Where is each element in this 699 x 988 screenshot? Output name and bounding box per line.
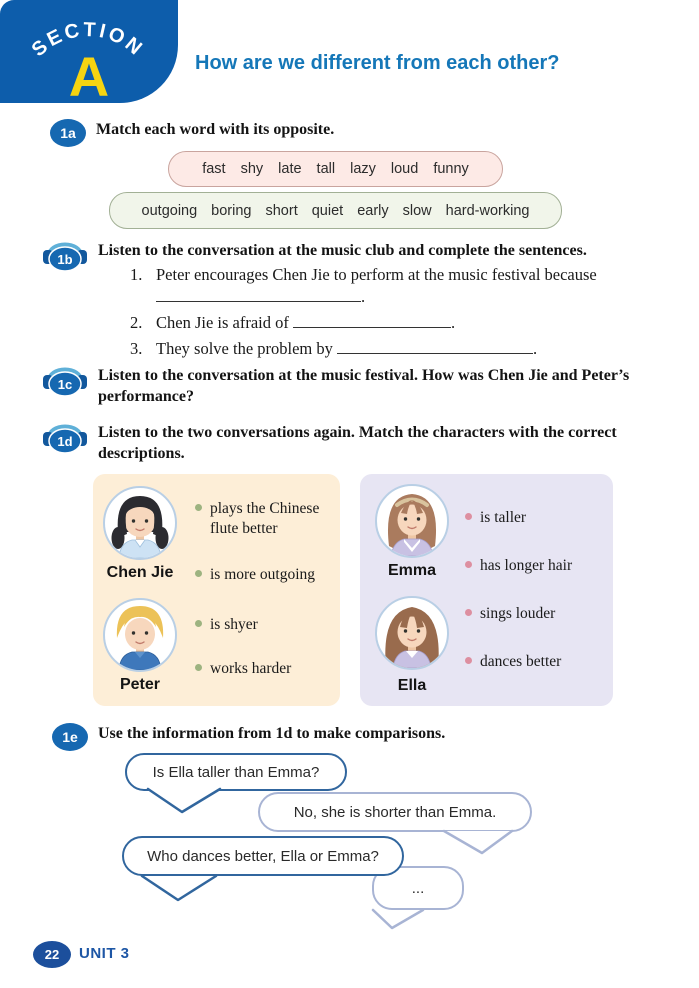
speech-bubble-question-2: Who dances better, Ella or Emma? — [122, 836, 404, 876]
word: late — [278, 161, 302, 177]
answer-blank — [156, 287, 361, 302]
description-item: is taller — [465, 508, 607, 528]
word: slow — [402, 202, 432, 219]
exercise-1c-header — [46, 365, 676, 407]
instruction-1a: Match each word with its opposite. — [96, 121, 335, 138]
character-name: Emma — [387, 562, 437, 579]
item-number: 3. — [130, 339, 143, 358]
word: quiet — [311, 202, 344, 219]
word: funny — [433, 161, 469, 177]
headphones-icon — [40, 359, 90, 399]
word: tall — [316, 161, 336, 177]
description-item: works harder — [195, 659, 333, 679]
section-a-art — [0, 0, 178, 103]
avatar-peter — [103, 598, 177, 672]
item-tail: . — [533, 339, 538, 358]
speech-bubble-tail — [366, 907, 430, 933]
speech-bubble-answer-1: No, she is shorter than Emma. — [258, 792, 532, 832]
badge-1e: 1e — [52, 723, 88, 751]
speech-bubble-ellipsis: ... — [372, 866, 464, 910]
item-tail: . — [451, 313, 456, 332]
word-box-top — [168, 151, 503, 187]
word: fast — [202, 161, 226, 177]
headphones-icon — [40, 416, 90, 456]
description-item: is shyer — [195, 615, 333, 635]
section-word: SECTION — [27, 18, 149, 62]
instruction-1c: Listen to the conversation at the music festival. How was Chen Jie and Peter’s performance? — [98, 367, 630, 405]
instruction-1b: Listen to the conversation at the music club and complete the sentences. — [98, 242, 587, 259]
description-list-right — [465, 508, 607, 700]
character-name: Peter — [119, 676, 161, 693]
section-a-badge — [0, 0, 178, 103]
character-name: Chen Jie — [106, 564, 174, 581]
word: shy — [240, 161, 264, 177]
speech-bubble-tail — [142, 786, 226, 816]
sentence-item — [130, 338, 600, 360]
exercise-1e-header — [52, 723, 652, 751]
instruction-1e: Use the information from 1d to make comparisons. — [98, 725, 446, 742]
badge-1a: 1a — [50, 119, 86, 147]
sentence-list — [130, 264, 600, 364]
sentence-item — [130, 264, 600, 308]
character-name: Ella — [397, 677, 427, 694]
word: early — [357, 202, 389, 219]
item-number: 2. — [130, 313, 143, 332]
item-tail: . — [361, 287, 366, 306]
badge-1b: 1b — [57, 252, 73, 267]
word: outgoing — [141, 202, 198, 219]
item-number: 1. — [130, 265, 143, 284]
section-letter: A — [68, 45, 110, 103]
avatar-chen-jie — [103, 486, 177, 560]
page-title: How are we different from each other? — [195, 52, 560, 74]
description-item: has longer hair — [465, 556, 607, 576]
exercise-1a-header — [50, 119, 650, 147]
exercise-1d-header — [46, 422, 676, 464]
description-item: dances better — [465, 652, 607, 672]
character-card-right — [360, 474, 613, 706]
avatar-emma — [375, 484, 449, 558]
character-card-left — [93, 474, 340, 706]
badge-1d: 1d — [57, 434, 73, 449]
speech-bubble-tail — [438, 828, 518, 856]
item-text: Chen Jie is afraid of — [156, 313, 289, 332]
word: short — [265, 202, 298, 219]
headphones-icon — [40, 234, 90, 274]
badge-1c: 1c — [57, 377, 73, 392]
avatar-ella — [375, 596, 449, 670]
word: lazy — [350, 161, 376, 177]
word: hard-working — [445, 202, 530, 219]
word: boring — [211, 202, 252, 219]
answer-blank — [293, 313, 451, 328]
item-text: They solve the problem by — [156, 339, 333, 358]
item-text: Peter encourages Chen Jie to perform at the music festival because — [156, 265, 597, 284]
description-item: is more outgoing — [195, 565, 333, 585]
answer-blank — [337, 339, 533, 354]
word: loud — [390, 161, 419, 177]
instruction-1d: Listen to the two conversations again. Match the characters with the correct descriptions. — [98, 424, 617, 462]
word-box-bottom — [109, 192, 562, 229]
speech-bubble-tail — [136, 873, 222, 903]
page-number-badge: 22 — [33, 941, 71, 968]
sentence-item — [130, 312, 600, 334]
description-list-left — [195, 499, 333, 679]
description-item: sings louder — [465, 604, 607, 624]
speech-bubble-question-1: Is Ella taller than Emma? — [125, 753, 347, 791]
unit-label: UNIT 3 — [79, 945, 130, 962]
description-item: plays the Chinese flute better — [195, 499, 333, 539]
